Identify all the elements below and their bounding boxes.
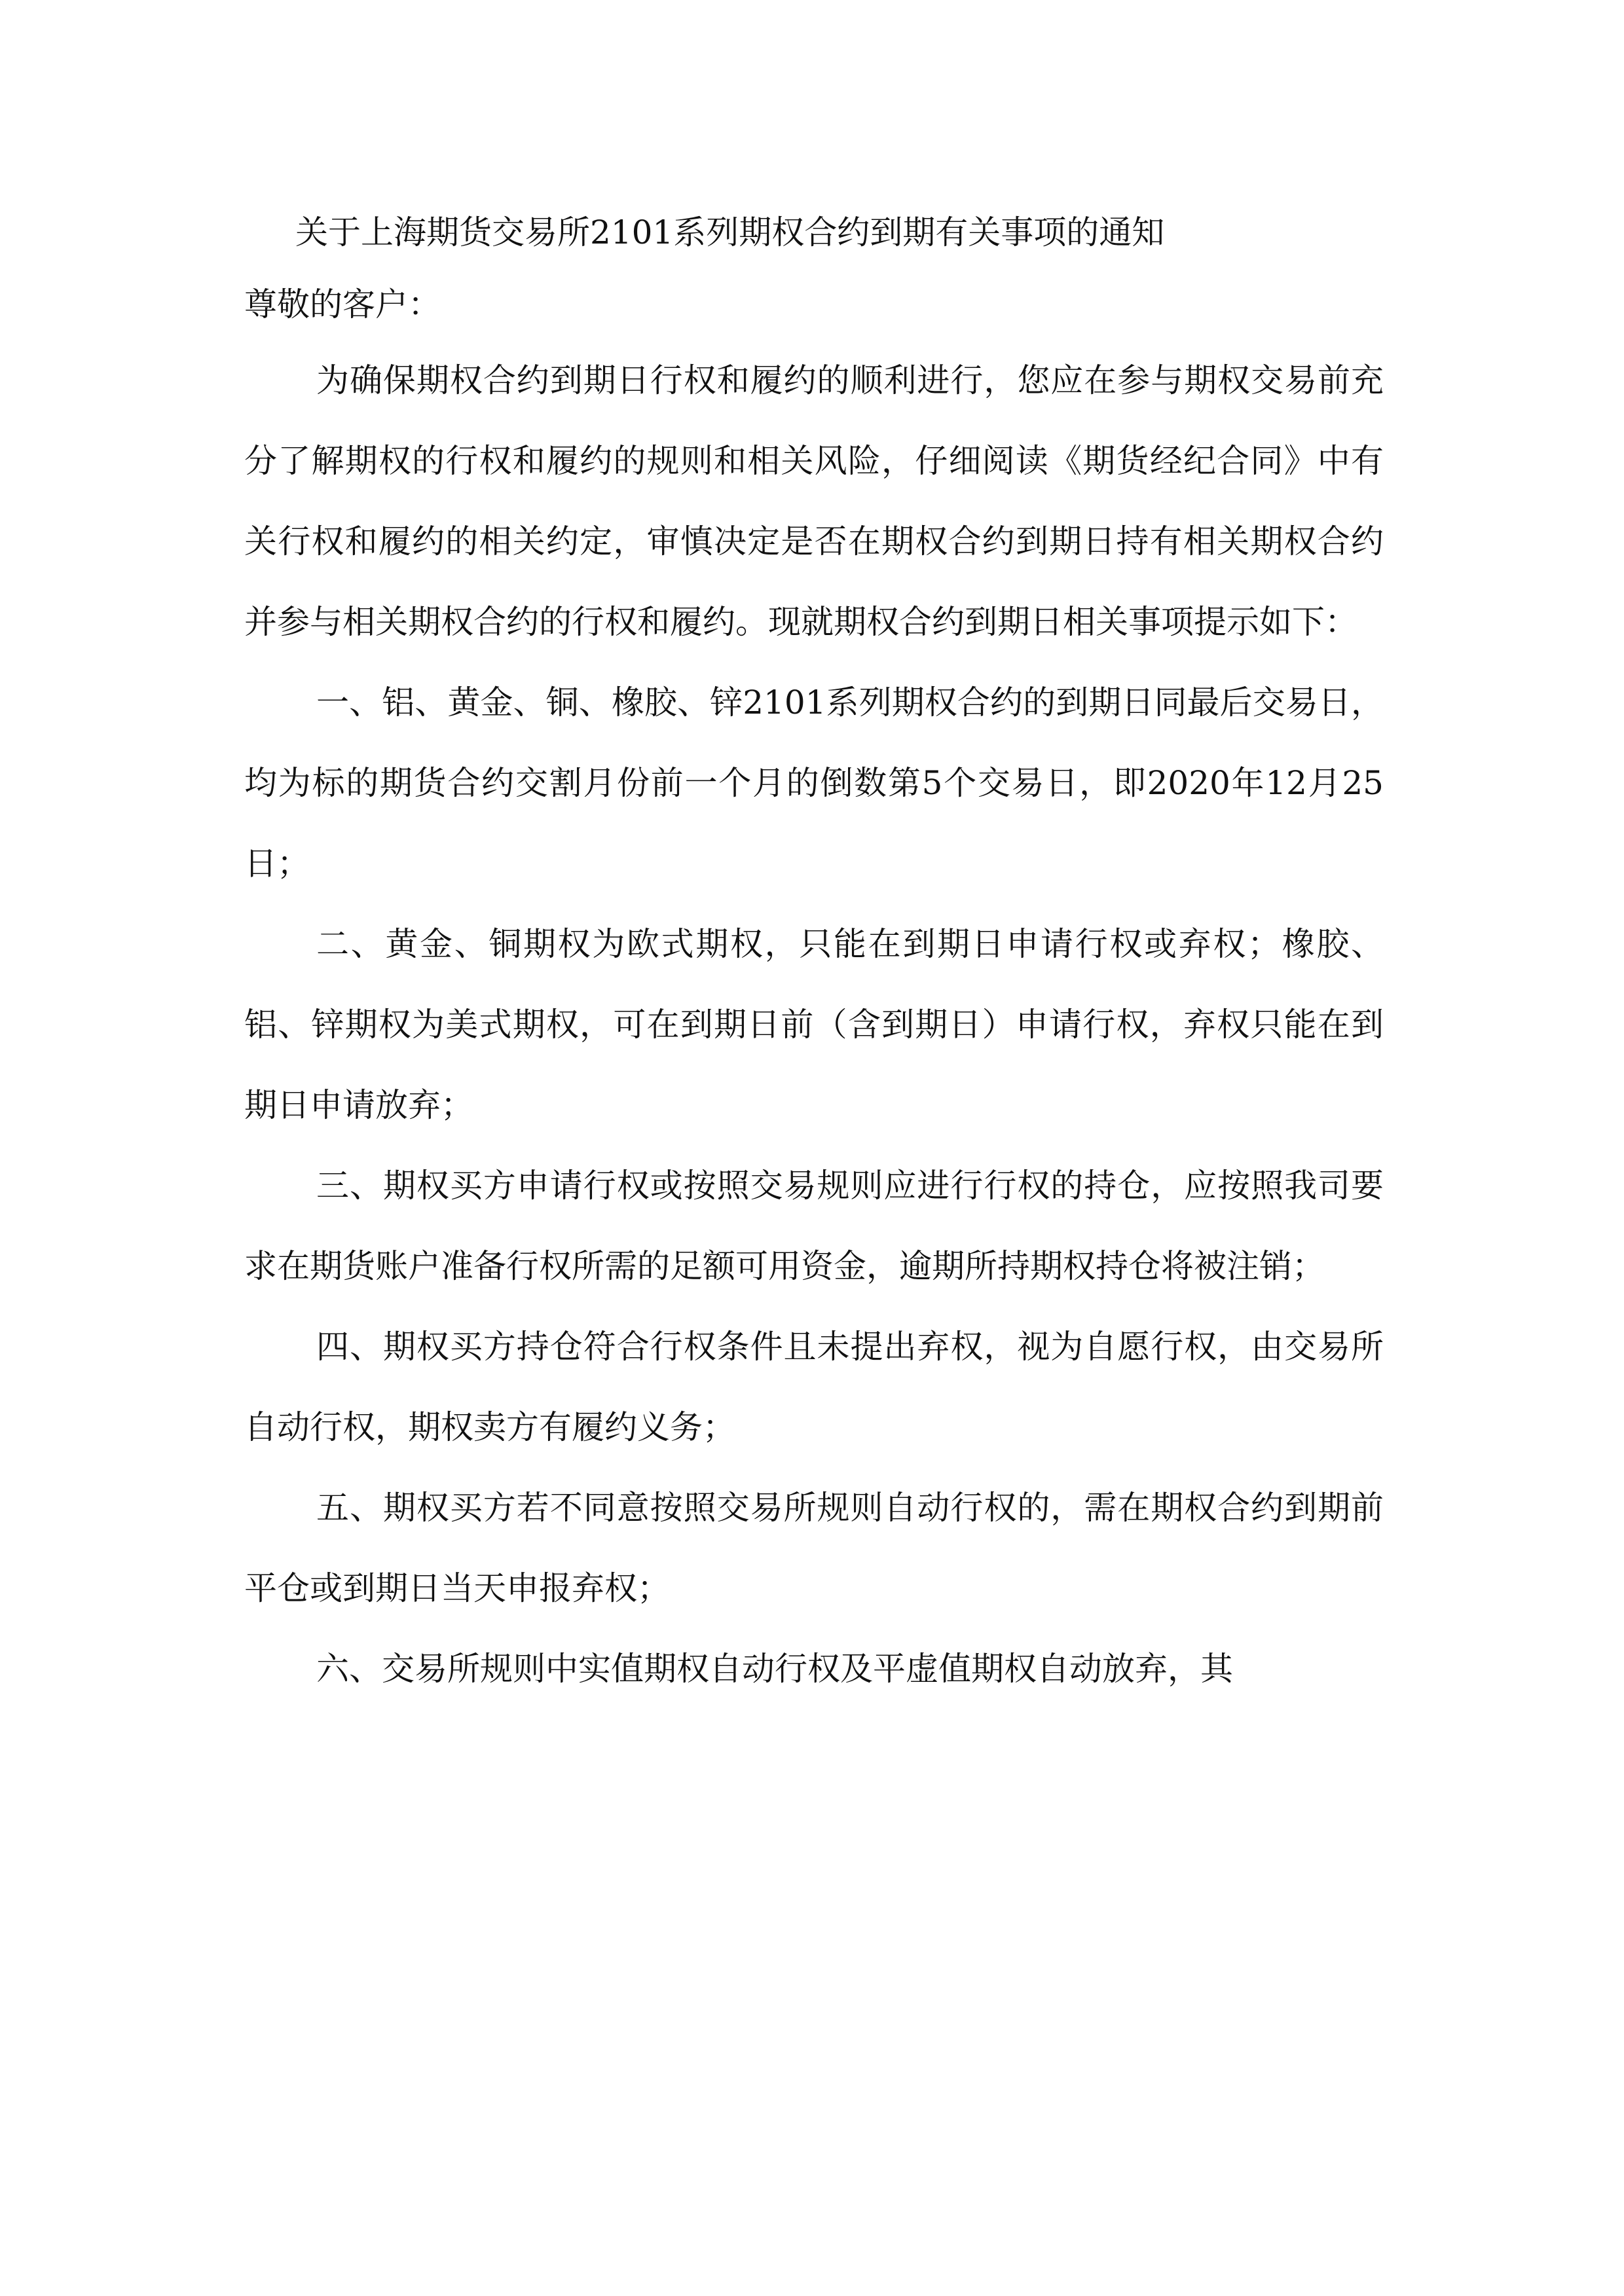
item-1-paragraph: 一、铝、黄金、铜、橡胶、锌2101系列期权合约的到期日同最后交易日，均为标的期货合约交割月份前一个月的倒数第5个交易日，即2020年12月25日；: [244, 683, 1384, 883]
item-4-paragraph: 四、期权买方持仓符合行权条件且未提出弃权，视为自愿行权，由交易所自动行权，期权卖方有履约义务；: [244, 1328, 1384, 1446]
intro-paragraph: 为确保期权合约到期日行权和履约的顺利进行，您应在参与期权交易前充分了解期权的行权和履约的规则和相关风险，仔细阅读《期货经纪合同》中有关行权和履约的相关约定，审慎决定是否在期权合约到期日持有相关期权合约并参与相关期权合约的行权和履约。现就期权合约到期日相关事项提示如下：: [244, 361, 1384, 641]
item-6-paragraph: 六、交易所规则中实值期权自动行权及平虚值期权自动放弃，其: [316, 1650, 1233, 1688]
item-5-paragraph: 五、期权买方若不同意按照交易所规则自动行权的，需在期权合约到期前平仓或到期日当天申报弃权；: [244, 1489, 1384, 1607]
salutation: 尊敬的客户：: [244, 285, 441, 323]
document-body: [244, 196, 1384, 1709]
item-2-paragraph: 二、黄金、铜期权为欧式期权，只能在到期日申请行权或弃权；橡胶、铝、锌期权为美式期权，可在到期日前（含到期日）申请行权，弃权只能在到期日申请放弃；: [244, 925, 1384, 1124]
document-title: 关于上海期货交易所2101系列期权合约到期有关事项的通知: [295, 213, 1165, 251]
item-3-paragraph: 三、期权买方申请行权或按照交易规则应进行行权的持仓，应按照我司要求在期货账户准备行权所需的足额可用资金，逾期所持期权持仓将被注销；: [244, 1167, 1384, 1285]
